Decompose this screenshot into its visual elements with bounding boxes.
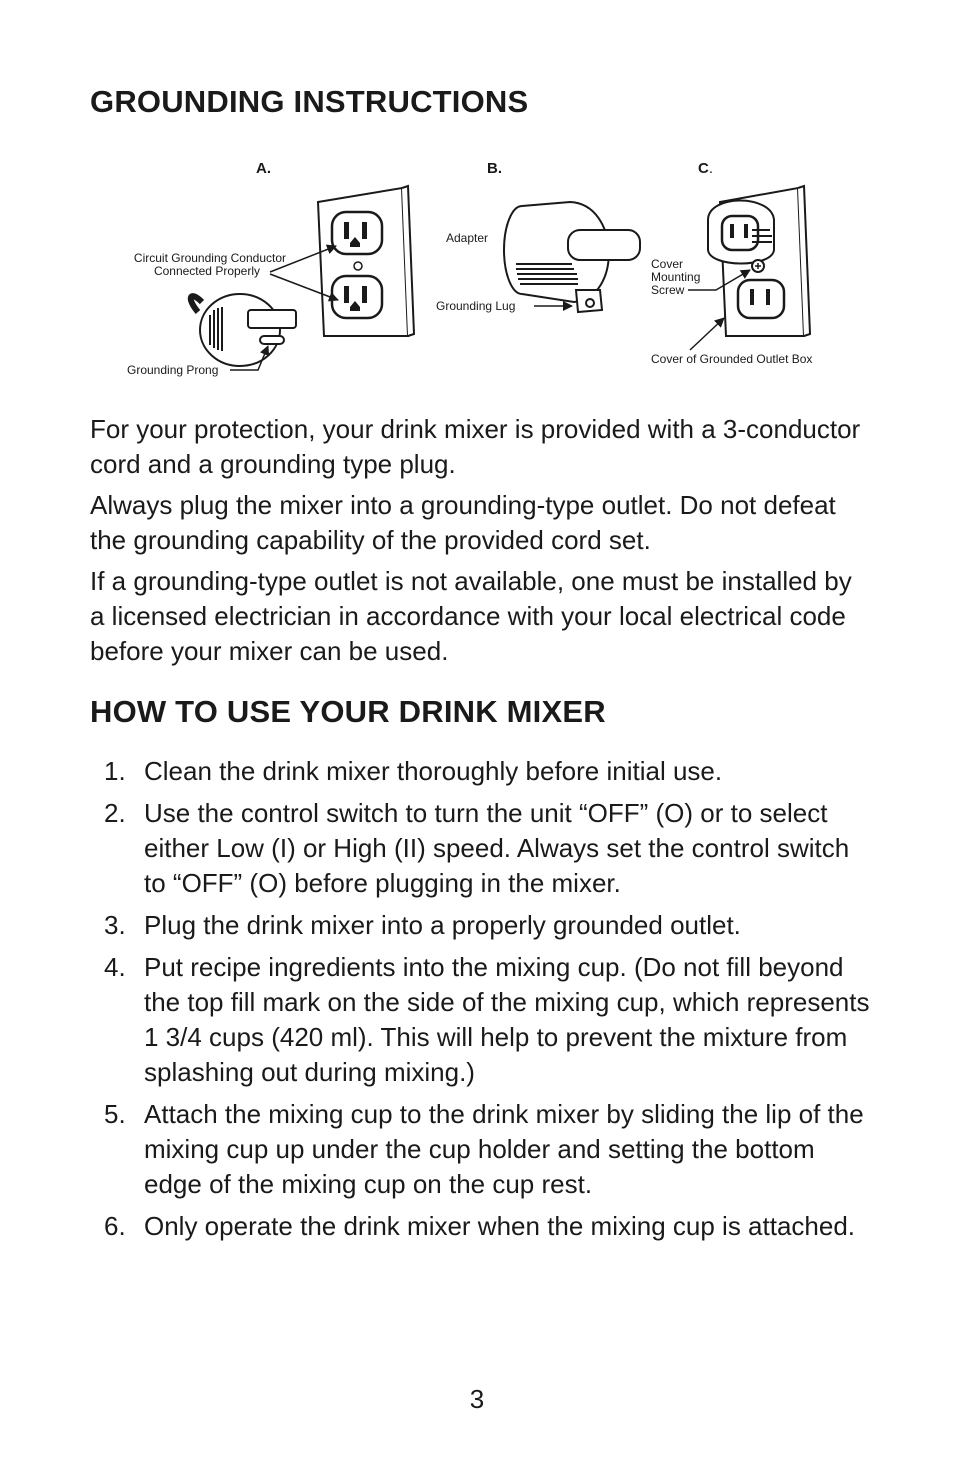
- step-number: 5.: [104, 1099, 126, 1129]
- label-adapter: Adapter: [446, 231, 489, 245]
- step-number: 1.: [104, 756, 126, 786]
- page-number: 3: [469, 1384, 485, 1414]
- grounding-diagram-svg: [110, 150, 840, 385]
- panel-b-adapter: [504, 202, 640, 312]
- list-item: [90, 950, 870, 1090]
- step-number: 6.: [104, 1211, 126, 1241]
- how-to-use-heading: HOW TO USE YOUR DRINK MIXER: [90, 694, 606, 729]
- panel-c-label: C.: [698, 160, 714, 177]
- step-text: Attach the mixing cup to the drink mixer by sliding the lip of the mixing cup up under the cup holder and setting the bottom edge of the mixing cup on the cup rest.: [144, 1099, 864, 1199]
- label-connected-properly: Connected Properly: [153, 264, 260, 278]
- panel-a-label: A.: [256, 160, 271, 177]
- label-screw: Screw: [651, 283, 685, 297]
- list-item: [90, 908, 870, 943]
- panel-a-wall-outlet: [318, 186, 414, 336]
- grounding-diagram: [110, 150, 840, 385]
- step-number: 2.: [104, 798, 126, 828]
- list-item: [90, 754, 870, 789]
- step-text: Put recipe ingredients into the mixing cup. (Do not fill beyond the top fill mark on the side of the mixing cup, which represents 1 3/4 cups (420 ml). This will help to prevent the mixture from splashing out during mixing.): [144, 952, 870, 1087]
- label-circuit-grounding-conductor: Circuit Grounding Conductor: [133, 251, 286, 265]
- step-text: Clean the drink mixer thoroughly before initial use.: [144, 756, 723, 786]
- list-item: [90, 1097, 870, 1202]
- list-item: [90, 1209, 870, 1244]
- label-grounding-prong: Grounding Prong: [127, 363, 219, 377]
- label-mounting: Mounting: [651, 270, 701, 284]
- step-text: Plug the drink mixer into a properly grounded outlet.: [144, 910, 741, 940]
- grounding-instructions-heading: GROUNDING INSTRUCTIONS: [90, 84, 529, 119]
- paragraph-protection: For your protection, your drink mixer is provided with a 3-conductor cord and a grounding type plug.: [90, 414, 861, 479]
- list-item: [90, 796, 870, 901]
- label-cover: Cover: [651, 257, 684, 271]
- step-text: Use the control switch to turn the unit “OFF” (O) or to select either Low (I) or High (II) speed. Always set the control switch to “OFF” (O) before plugging in the mixer.: [144, 798, 850, 898]
- paragraph-not-available: If a grounding-type outlet is not available, one must be installed by a licensed electrician in accordance with your local electrical code before your mixer can be used.: [90, 566, 852, 666]
- outlet-box-arrow: [690, 318, 724, 350]
- panel-c-wall-outlet: [708, 186, 810, 336]
- panel-b-label: B.: [487, 160, 502, 177]
- panel-a-grounding-plug: [191, 294, 296, 366]
- step-number: 4.: [104, 952, 126, 982]
- paragraph-always-plug: Always plug the mixer into a grounding-type outlet. Do not defeat the grounding capability of the provided cord set.: [90, 490, 836, 555]
- label-cover-outlet-box: Cover of Grounded Outlet Box: [651, 352, 813, 366]
- usage-steps-list: [90, 754, 870, 1251]
- label-grounding-lug: Grounding Lug: [436, 299, 516, 313]
- step-text: Only operate the drink mixer when the mixing cup is attached.: [144, 1211, 856, 1241]
- step-number: 3.: [104, 910, 126, 940]
